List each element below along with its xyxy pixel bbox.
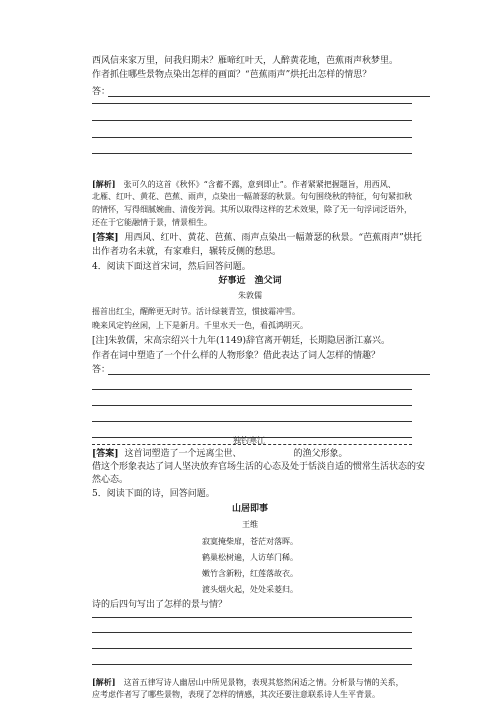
poem-line: 摇首出红尘，醒醉更无时节。活计绿蓑青笠，惯披霜冲雪。 [92, 307, 300, 316]
answer-line [92, 421, 412, 422]
analysis-tag: [解析] [92, 179, 116, 189]
question-text: 作者在词中塑造了一个什么样的人物形象？借此表达了词人怎样的情趣？ [92, 351, 381, 361]
poem-note: [注]朱敦儒，宋高宗绍兴十九年(1149)辞官离开朝廷，长期隐居浙江嘉兴。 [92, 336, 390, 346]
poem-line: 渡头烟火起，处处采菱归。 [202, 585, 298, 594]
poem-author: 朱敦儒 [238, 291, 262, 300]
poem-title: 山居即事 [231, 504, 268, 514]
answer-line [92, 405, 412, 406]
answer-paragraph [92, 233, 422, 244]
answer-line [92, 389, 412, 390]
analysis-line: 北雁、红叶、黄花、芭蕉、雨声，点染出一幅萧瑟的秋景。句句围绕秋的特征，句句紧扣秋 [92, 192, 412, 201]
poem-line: 寂寞掩柴扉，苍茫对落晖。 [202, 537, 298, 546]
answer-line [92, 648, 412, 649]
poem-line: 嫩竹含新粉，红莲落故衣。 [202, 569, 298, 578]
answer-line [108, 374, 430, 375]
answer-line: 用西风、红叶、黄花、芭蕉、雨声点染出一幅萧瑟的秋景。“芭蕉雨声”烘托 [124, 233, 422, 243]
answer-line [92, 137, 412, 138]
question-text: 作者抓住哪些景物点染出怎样的画面？“芭蕉雨声”烘托出怎样的情思？ [92, 70, 372, 80]
answer-label: 答： [92, 365, 111, 375]
poem-title: 好事近 渔父词 [218, 276, 282, 286]
answer-line [92, 664, 412, 665]
question-prompt: 5．阅读下面的诗，回答问题。 [92, 489, 215, 499]
poem-line: 晚来风定钓丝闲，上下是新月。千里水天一色，看孤鸿明灭。 [92, 321, 308, 330]
analysis-line: 张可久的这首《秋怀》“含蓄不露，意到即止”。作者紧紧把握题旨，用西风、 [123, 180, 396, 189]
answer-line: 然心态。 [92, 475, 129, 485]
question-prompt: 4．阅读下面这首宋词，然后回答问题。 [92, 262, 251, 272]
answer-line [92, 444, 412, 445]
overlap-text: 独钓寒江 [233, 436, 265, 445]
answer-line: 这首词塑造了一个远离尘世、 [124, 449, 242, 459]
analysis-line: 还在于它能融情于景，情景相生。 [92, 218, 212, 227]
answer-line [92, 617, 412, 618]
answer-line: 出作者功名未就，有家难归，辗转反侧的愁思。 [92, 247, 282, 257]
poem-author: 王维 [242, 520, 258, 529]
analysis-line: 应考虑作者写了哪些景物，表现了怎样的情感，其次还要注意联系诗人生平背景。 [92, 690, 380, 699]
answer-label: 答： [92, 87, 111, 97]
analysis-line: 这首五律写诗人幽居山中所见景物，表现其悠然闲适之情。分析景与情的关系， [123, 678, 404, 687]
analysis-paragraph [92, 677, 404, 688]
answer-line [92, 632, 412, 633]
analysis-paragraph [92, 179, 396, 190]
answer-line [108, 96, 430, 97]
answer-tag: [答案] [92, 233, 119, 243]
question-text: 诗的后四句写出了怎样的景与情？ [92, 600, 228, 610]
answer-line: 借这个形象表达了词人坚决放弃官场生活的心态及处于恬淡自适的惯常生活状态的安 [92, 462, 426, 472]
analysis-line: 的情怀，写得细腻婉曲、清俊芳润。其所以取得这样的艺术效果，除了无一句浮词泛语外， [92, 205, 412, 214]
poem-text-line: 西风信来家万里，问我归期未？雁啼红叶天，人醉黄花地，芭蕉雨声秋梦里。 [92, 56, 399, 66]
answer-line: 的渔父形象。 [293, 449, 348, 459]
poem-line: 鹤巢松树遍，人访荜门稀。 [202, 553, 298, 562]
answer-line [92, 153, 412, 154]
answer-paragraph [92, 449, 348, 460]
answer-line [92, 103, 412, 104]
answer-line [92, 120, 412, 121]
analysis-tag: [解析] [92, 677, 116, 687]
answer-tag: [答案] [92, 449, 119, 459]
